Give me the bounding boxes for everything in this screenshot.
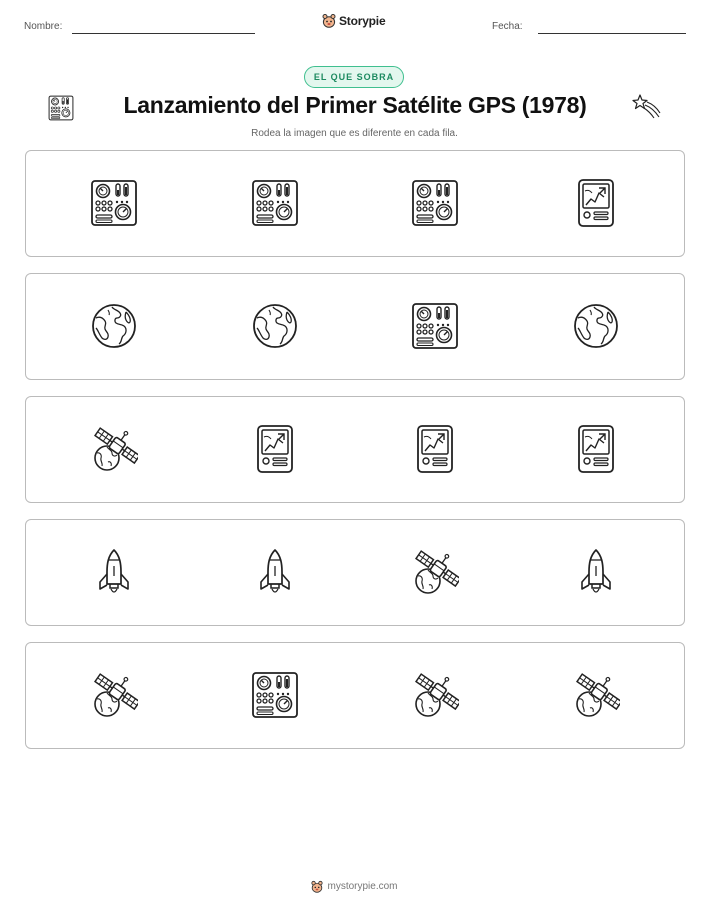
page-title: Lanzamiento del Primer Satélite GPS (1978) — [123, 92, 587, 118]
shooting-star-icon — [632, 92, 662, 120]
exercise-row — [25, 396, 685, 503]
control-panel-icon — [90, 179, 138, 227]
exercise-row — [25, 519, 685, 626]
satellite-icon — [90, 671, 138, 719]
answer-option[interactable] — [250, 423, 300, 475]
answer-option[interactable] — [571, 546, 621, 598]
gps-device-icon — [572, 179, 620, 227]
answer-option[interactable] — [571, 177, 621, 229]
answer-option[interactable] — [89, 423, 139, 475]
answer-option[interactable] — [250, 546, 300, 598]
gps-device-icon — [572, 425, 620, 473]
earth-icon — [90, 302, 138, 350]
answer-option[interactable] — [89, 546, 139, 598]
answer-option[interactable] — [250, 669, 300, 721]
answer-option[interactable] — [89, 300, 139, 352]
name-field[interactable] — [72, 33, 255, 34]
worksheet-header — [0, 0, 709, 50]
footer-url: mystorypie.com — [327, 881, 398, 892]
control-panel-icon — [251, 671, 299, 719]
storypie-mascot-icon — [311, 880, 323, 893]
satellite-icon — [572, 671, 620, 719]
brand-name: Storypie — [339, 13, 386, 28]
answer-option[interactable] — [410, 669, 460, 721]
answer-option[interactable] — [250, 177, 300, 229]
control-panel-icon — [411, 302, 459, 350]
exercise-row — [25, 273, 685, 380]
gps-device-icon — [251, 425, 299, 473]
answer-option[interactable] — [410, 300, 460, 352]
answer-option[interactable] — [410, 546, 460, 598]
satellite-icon — [90, 425, 138, 473]
answer-option[interactable] — [89, 669, 139, 721]
answer-option[interactable] — [410, 423, 460, 475]
answer-option[interactable] — [571, 300, 621, 352]
title-row — [0, 92, 709, 124]
name-label: Nombre: — [24, 21, 63, 32]
date-label: Fecha: — [492, 21, 523, 32]
earth-icon — [572, 302, 620, 350]
exercise-row — [25, 150, 685, 257]
rocket-icon — [251, 548, 299, 596]
answer-option[interactable] — [410, 177, 460, 229]
answer-option[interactable] — [571, 669, 621, 721]
footer — [0, 880, 709, 893]
control-panel-icon — [251, 179, 299, 227]
control-panel-icon — [48, 95, 74, 121]
date-field[interactable] — [538, 33, 686, 34]
earth-icon — [251, 302, 299, 350]
exercise-row — [25, 642, 685, 749]
rocket-icon — [90, 548, 138, 596]
gps-device-icon — [411, 425, 459, 473]
rocket-icon — [572, 548, 620, 596]
answer-option[interactable] — [89, 177, 139, 229]
brand-logo — [322, 13, 385, 28]
instructions: Rodea la imagen que es diferente en cada fila. — [251, 128, 458, 139]
answer-option[interactable] — [250, 300, 300, 352]
storypie-mascot-icon — [322, 13, 336, 28]
satellite-icon — [411, 548, 459, 596]
satellite-icon — [411, 671, 459, 719]
activity-badge: EL QUE SOBRA — [304, 66, 404, 88]
exercise-rows — [25, 150, 685, 765]
control-panel-icon — [411, 179, 459, 227]
answer-option[interactable] — [571, 423, 621, 475]
